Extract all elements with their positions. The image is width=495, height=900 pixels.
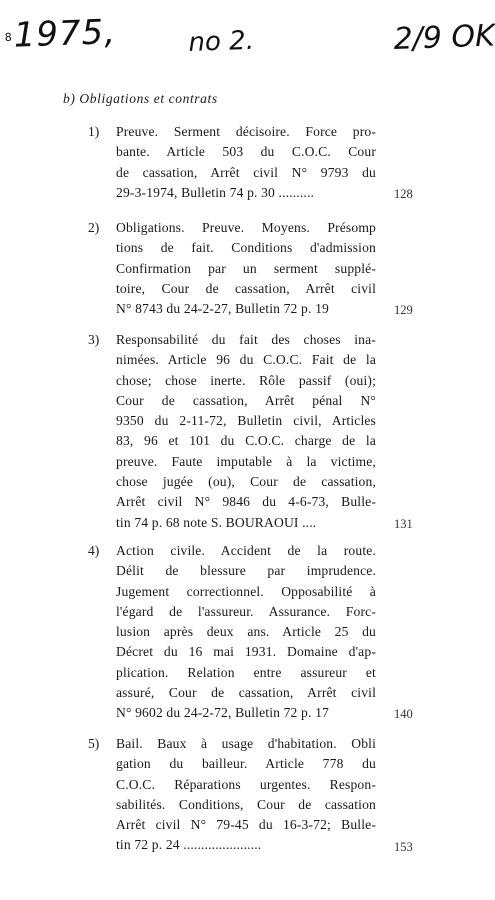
- handwritten-annotation-left: [4, 12, 117, 56]
- entry-line: 83, 96 et 101 du C.O.C. charge de la: [116, 433, 376, 449]
- entry-line: assuré, Cour de cassation, Arrêt civil: [116, 685, 376, 701]
- entry-line: Jugement correctionnel. Opposabilité à: [116, 583, 376, 599]
- entry-line: tin 72 p. 24 ......................: [116, 837, 262, 853]
- entry-number: 5): [88, 736, 100, 751]
- entry-line: Confirmation par un serment supplé-: [116, 260, 376, 276]
- entry-number: 1): [88, 124, 100, 139]
- entry-line: l'égard de l'assureur. Assurance. Forc-: [116, 603, 376, 619]
- entry-text: [116, 122, 376, 203]
- entry-text: [116, 541, 376, 724]
- entry-line: bante. Article 503 du C.O.C. Cour: [116, 144, 376, 160]
- entry-line: chose; chose inerte. Rôle passif (oui);: [116, 372, 376, 388]
- entry-line: Cour de cassation, Arrêt pénal N°: [116, 392, 376, 408]
- entry-line: tions de fait. Conditions d'admission: [116, 240, 376, 256]
- entry-page-number: 131: [394, 516, 413, 531]
- entry-line: preuve. Faute imputable à la victime,: [116, 453, 376, 469]
- entry-line: Action civile. Accident de la route.: [116, 543, 376, 558]
- entry-page-number: 128: [394, 186, 413, 201]
- entry-line: Bail. Baux à usage d'habitation. Obli: [116, 736, 376, 751]
- entry-line: Décret du 16 mai 1931. Domaine d'ap-: [116, 644, 376, 660]
- entry-page-number: 129: [394, 303, 413, 318]
- handwritten-year: 1975,: [12, 12, 117, 56]
- entry-line: N° 9602 du 24-2-72, Bulletin 72 p. 17: [116, 705, 329, 721]
- entry-number: 4): [88, 543, 100, 558]
- entry-line: Délit de blessure par imprudence.: [116, 563, 376, 579]
- entry-line: sabilités. Conditions, Cour de cassation: [116, 796, 376, 812]
- entry-line: Arrêt civil N° 9846 du 4-6-73, Bulle-: [116, 494, 376, 510]
- entry-line: N° 8743 du 24-2-27, Bulletin 72 p. 19: [116, 301, 329, 317]
- entry-line: 29-3-1974, Bulletin 74 p. 30 ..........: [116, 184, 315, 200]
- entry-line: Arrêt civil N° 79-45 du 16-3-72; Bulle-: [116, 817, 376, 833]
- section-title: b) Obligations et contrats: [63, 91, 218, 106]
- entry-line: Obligations. Preuve. Moyens. Présomp: [116, 220, 376, 235]
- entry-number: 2): [88, 220, 100, 235]
- entry-line: tin 74 p. 68 note S. BOURAOUI ....: [116, 514, 317, 530]
- handwritten-prefix: 8: [4, 30, 13, 44]
- entry-line: nimées. Article 96 du C.O.C. Fait de la: [116, 352, 376, 368]
- entry-line: gation du bailleur. Article 778 du: [116, 756, 376, 772]
- entry-line: de cassation, Arrêt civil N° 9793 du: [116, 164, 376, 180]
- entry-line: C.O.C. Réparations urgentes. Respon-: [116, 776, 376, 792]
- entry-text: [116, 330, 376, 533]
- entry-line: plication. Relation entre assureur et: [116, 664, 376, 680]
- entry-line: lusion après deux ans. Article 25 du: [116, 624, 376, 640]
- entry-text: [116, 218, 376, 319]
- entry-line: 9350 du 2-11-72, Bulletin civil, Articles: [116, 413, 376, 429]
- entry-line: chose jugée (ou), Cour de cassation,: [116, 474, 376, 490]
- handwritten-annotation-middle: no 2.: [188, 25, 255, 58]
- entry-text: [116, 734, 376, 856]
- entry-line: toire, Cour de cassation, Arrêt civil: [116, 280, 376, 296]
- handwritten-annotation-right: 2/9 OK: [393, 18, 495, 57]
- entry-number: 3): [88, 332, 100, 347]
- entry-page-number: 140: [394, 707, 413, 722]
- entry-page-number: 153: [394, 839, 413, 854]
- entry-line: Responsabilité du fait des choses ina-: [116, 332, 376, 347]
- entry-line: Preuve. Serment décisoire. Force pro-: [116, 124, 376, 139]
